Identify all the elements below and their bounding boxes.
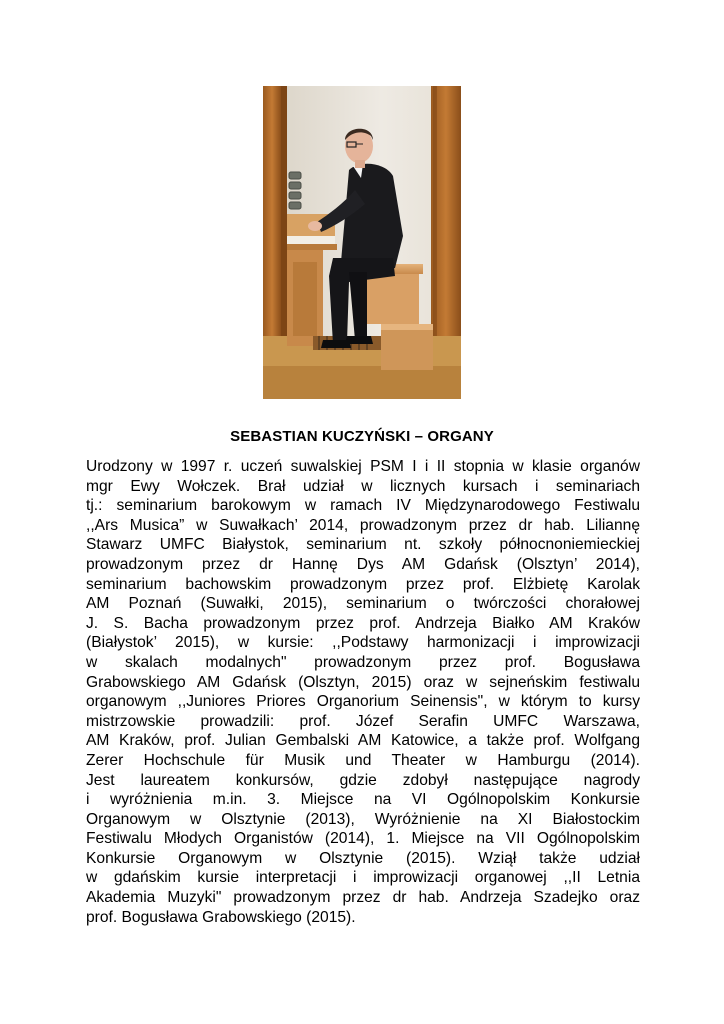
page-title: SEBASTIAN KUCZYŃSKI – ORGANY <box>230 428 494 445</box>
organist-photo-illustration <box>263 86 461 399</box>
bio-line: AM Poznań (Suwałki, 2015), seminarium o twórczości chorałowej <box>86 595 640 613</box>
bio-line: Organowym w Olsztynie (2013), Wyróżnienie na XI Białostockim <box>86 810 640 828</box>
bio-line: w gdańskim kursie interpretacji i improwizacji organowej ,,II Letnia <box>86 869 640 887</box>
bio-line: w skalach modalnych" prowadzonym przez prof. Bogusława <box>86 653 640 671</box>
bio-line: seminarium bachowskim prowadzonym przez prof. Elżbietę Karolak <box>86 575 640 593</box>
bio-line: Stawarz UMFC Białystok, seminarium nt. szkoły północnoniemieckiej <box>86 536 640 554</box>
bio-line: organowym ,,Juniores Priores Organorium Seinensis", w którym to kursy <box>86 693 640 711</box>
bio-line: Grabowskiego AM Gdańsk (Olsztyn, 2015) oraz w sejneńskim festiwalu <box>86 673 640 691</box>
bio-line: Urodzony w 1997 r. uczeń suwalskiej PSM I i II stopnia w klasie organów <box>86 458 640 475</box>
bio-line: mistrzowskie prowadzili: prof. Józef Serafin UMFC Warszawa, <box>86 712 640 730</box>
biography-text <box>86 457 640 927</box>
bio-line: tj.: seminarium barokowym w ramach IV Międzynarodowego Festiwalu <box>86 497 640 515</box>
bio-line: J. S. Bacha prowadzonym przez prof. Andrzeja Białko AM Kraków <box>86 614 640 632</box>
bio-line: Jest laureatem konkursów, gdzie zdobył następujące nagrody <box>86 771 640 789</box>
bio-line: Akademia Muzyki" prowadzonym przez dr hab. Andrzeja Szadejko oraz <box>86 889 640 907</box>
bio-line: prof. Bogusława Grabowskiego (2015). <box>86 908 356 926</box>
bio-line: mgr Ewy Wołczek. Brał udział w licznych kursach i seminariach <box>86 477 640 495</box>
bio-line: Festiwalu Młodych Organistów (2014), 1. Miejsce na VII Ogólnopolskim <box>86 830 640 848</box>
bio-line: Zerer Hochschule für Musik und Theater w Hamburgu (2014). <box>86 751 640 769</box>
bio-line: (Białystok’ 2015), w kursie: ,,Podstawy harmonizacji i improwizacji <box>86 634 640 652</box>
organist-photo <box>263 86 461 399</box>
bio-line: AM Kraków, prof. Julian Gembalski AM Katowice, a także prof. Wolfgang <box>86 732 640 750</box>
bio-line: Konkursie Organowym w Olsztynie (2015). Wziął także udział <box>86 849 640 867</box>
bio-line: prowadzonym przez dr Hannę Dys AM Gdańsk (Olsztyn’ 2014), <box>86 555 640 573</box>
bio-line: ,,Ars Musica” w Suwałkach’ 2014, prowadzonym przez dr hab. Liliannę <box>86 516 640 534</box>
bio-line: i wyróżnienia m.in. 3. Miejsce na VI Ogólnopolskim Konkursie <box>86 791 640 809</box>
